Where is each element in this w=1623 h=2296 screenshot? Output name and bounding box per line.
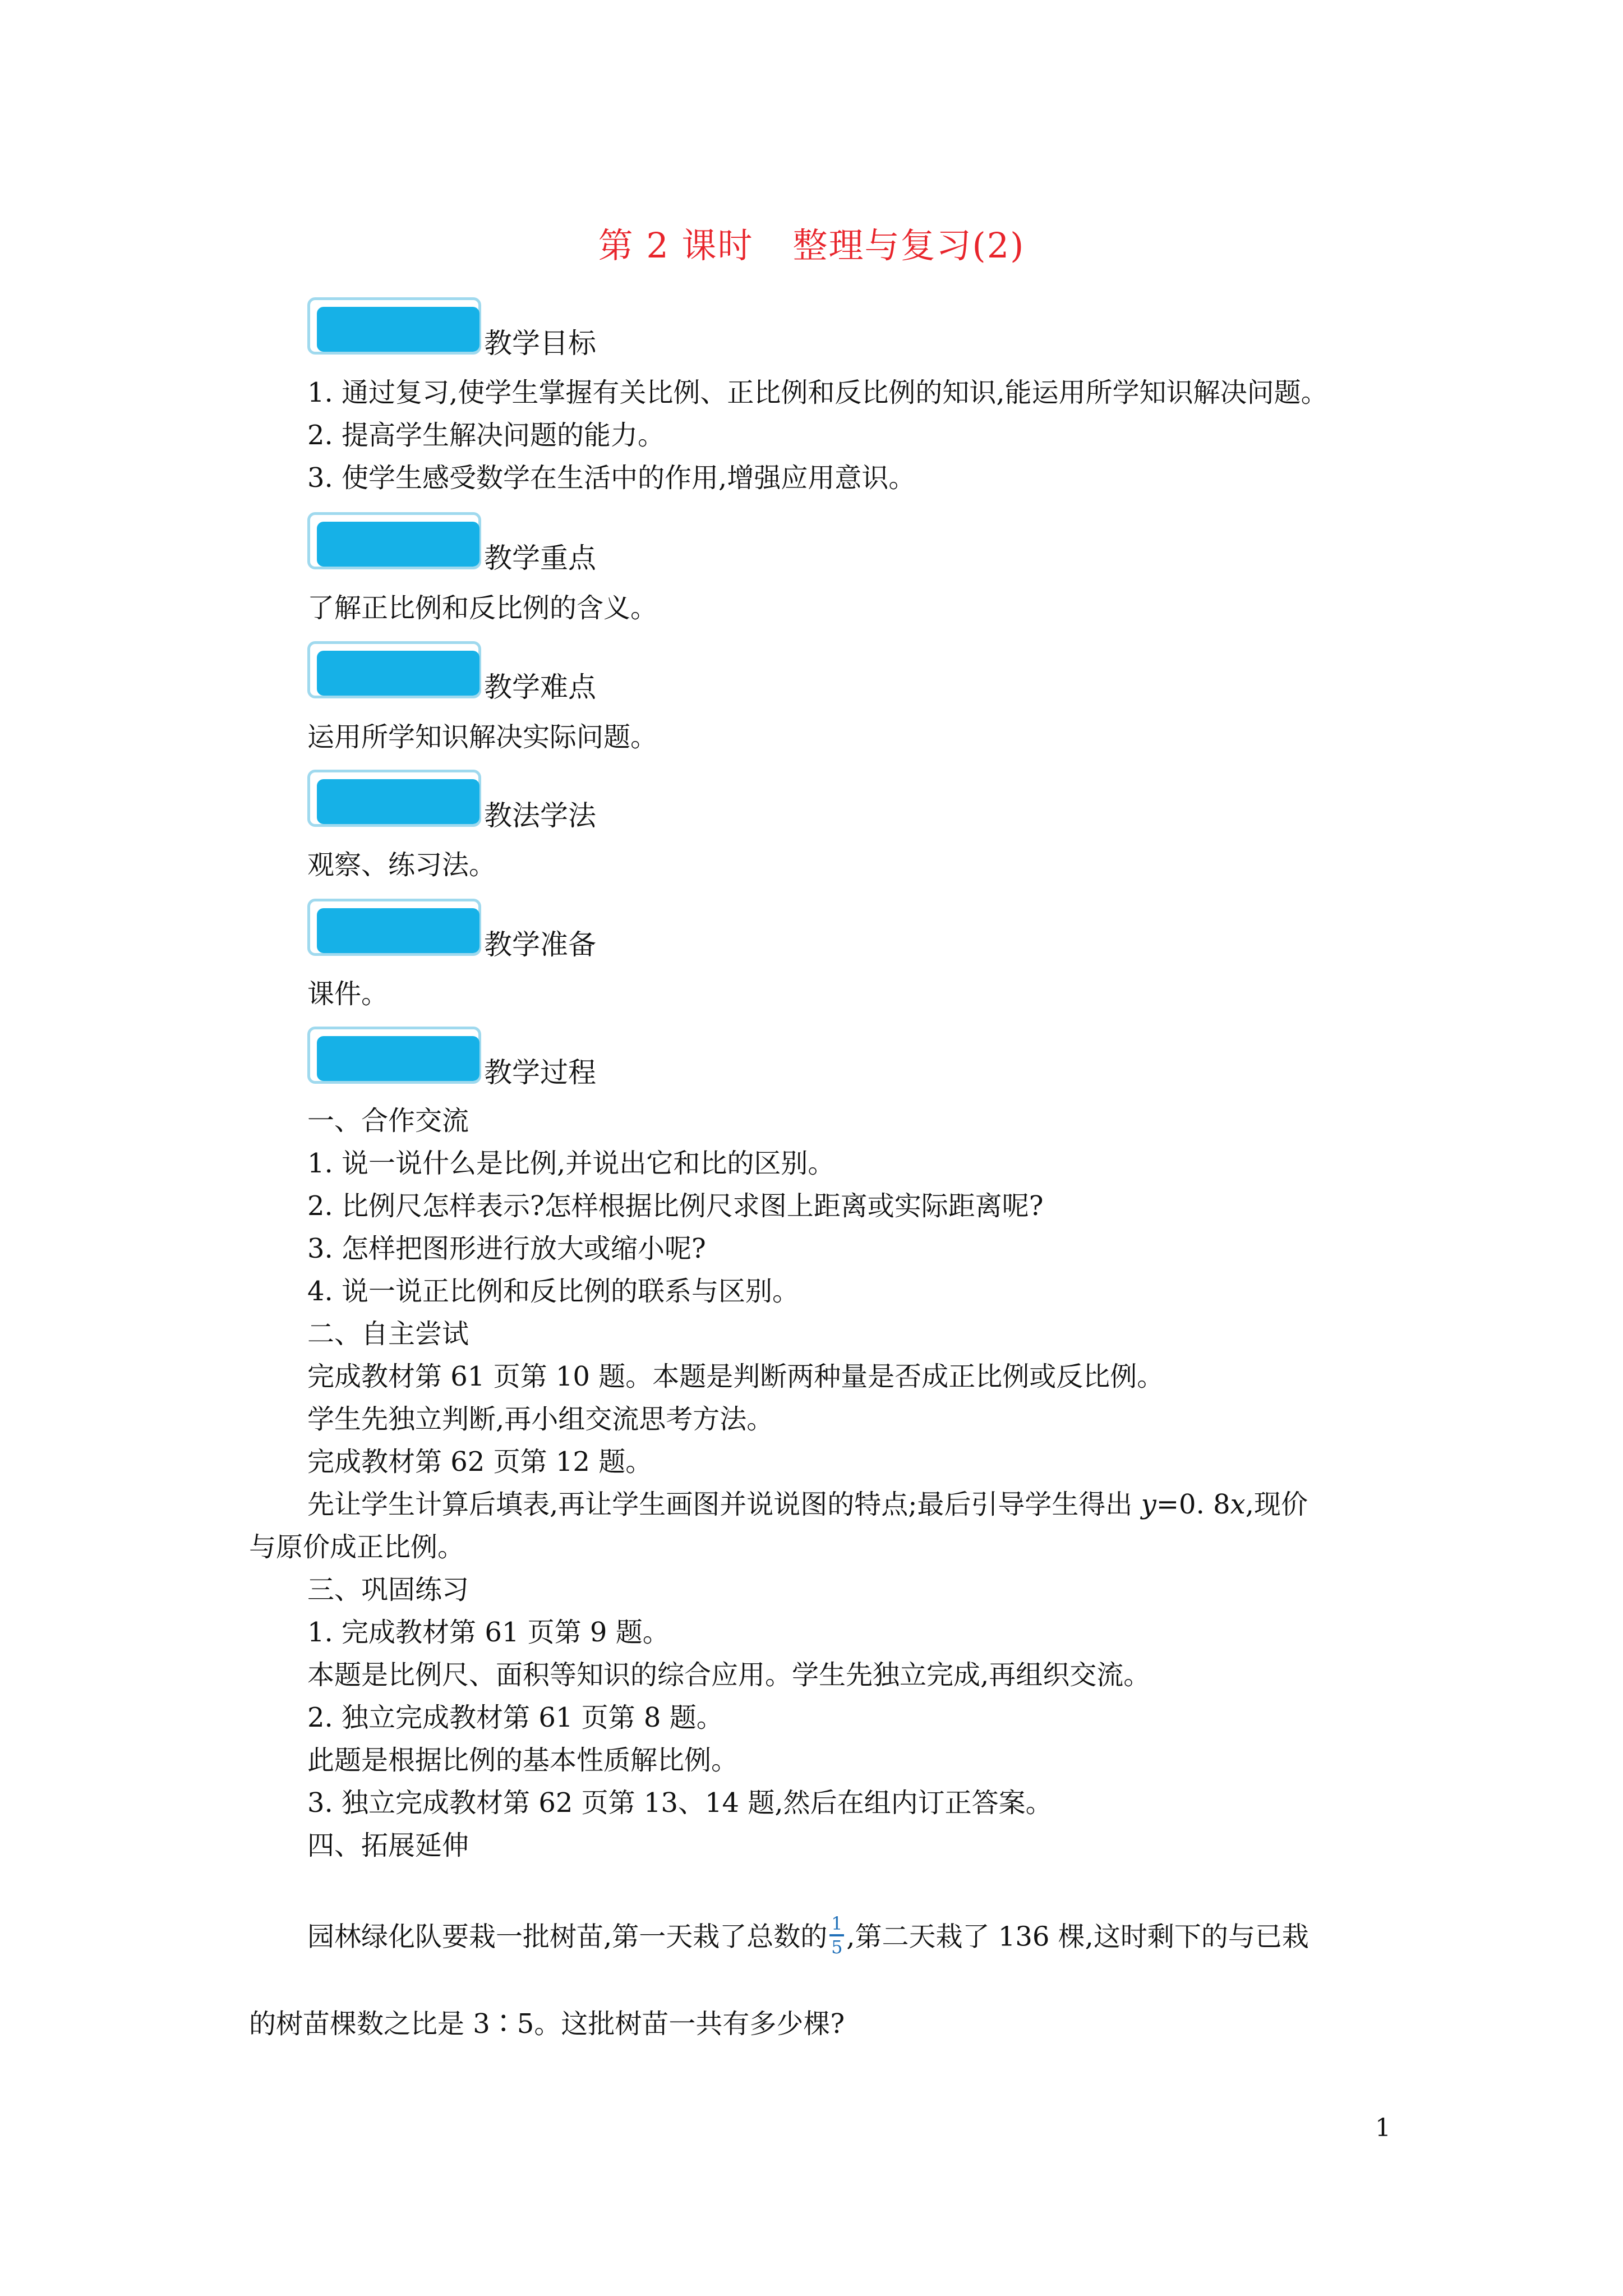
process-part-title: 二、自主尝试 [307, 1318, 469, 1350]
formula-y: y [1141, 1489, 1156, 1520]
section-label: 教学难点 [484, 671, 596, 703]
process-line: 学生先独立判断,再小组交流思考方法。 [307, 1404, 774, 1435]
problem-text: 园林绿化队要栽一批树苗,第一天栽了总数的 [307, 1921, 828, 1953]
process-line: 2. 独立完成教材第 61 页第 8 题。 [307, 1702, 723, 1733]
goal-item: 2. 提高学生解决问题的能力。 [307, 420, 665, 451]
goal-item: 1. 通过复习,使学生掌握有关比例、正比例和反比例的知识,能运用所学知识解决问题。 [307, 377, 1328, 408]
paragraph-text: ,现价 [1245, 1489, 1308, 1520]
process-item: 4. 说一说正比例和反比例的联系与区别。 [307, 1276, 800, 1307]
extension-problem-continued: 的树苗棵数之比是 3∶5。这批树苗一共有多少棵? [249, 2008, 845, 2040]
page-number: 1 [1375, 2114, 1391, 2142]
fraction [829, 1914, 844, 1957]
section-label: 教学重点 [484, 542, 596, 574]
process-part-title: 一、合作交流 [307, 1105, 469, 1137]
section-tab-decoration [307, 770, 481, 827]
process-paragraph-continued: 与原价成正比例。 [249, 1531, 465, 1563]
page-title [0, 218, 1623, 268]
formula-mid: =0. 8 [1156, 1489, 1230, 1520]
section-label: 教学目标 [484, 327, 596, 360]
section-label: 教学过程 [484, 1056, 596, 1089]
extension-problem [307, 1913, 1309, 1960]
process-part-title: 四、拓展延伸 [307, 1830, 469, 1861]
problem-text: ,第二天栽了 136 棵,这时剩下的与已栽 [846, 1921, 1309, 1953]
process-item: 2. 比例尺怎样表示?怎样根据比例尺求图上距离或实际距离呢? [307, 1190, 1044, 1222]
title-main: 整理与复习(2) [792, 225, 1025, 266]
process-line: 3. 独立完成教材第 62 页第 13、14 题,然后在组内订正答案。 [307, 1787, 1053, 1819]
process-part-title: 三、巩固练习 [307, 1574, 469, 1605]
formula-x: x [1230, 1489, 1246, 1520]
process-line: 此题是根据比例的基本性质解比例。 [307, 1745, 739, 1776]
process-paragraph [307, 1488, 1308, 1521]
section-label: 教法学法 [484, 799, 596, 832]
preparation-text: 课件。 [307, 978, 389, 1010]
process-line: 完成教材第 62 页第 12 题。 [307, 1446, 653, 1478]
paragraph-text: 先让学生计算后填表,再让学生画图并说说图的特点;最后引导学生得出 [307, 1489, 1133, 1520]
process-item: 3. 怎样把图形进行放大或缩小呢? [307, 1233, 706, 1264]
fraction-numerator: 1 [831, 1913, 843, 1934]
process-line: 本题是比例尺、面积等知识的综合应用。学生先独立完成,再组织交流。 [307, 1659, 1151, 1691]
section-tab-decoration [307, 512, 481, 569]
key-point-text: 了解正比例和反比例的含义。 [307, 592, 658, 624]
title-prefix: 第 2 课时 [598, 225, 754, 266]
process-line: 完成教材第 61 页第 10 题。本题是判断两种量是否成正比例或反比例。 [307, 1361, 1164, 1392]
process-item: 1. 说一说什么是比例,并说出它和比的区别。 [307, 1148, 835, 1179]
process-line: 1. 完成教材第 61 页第 9 题。 [307, 1617, 670, 1648]
section-tab-decoration [307, 899, 481, 956]
section-tab-decoration [307, 641, 481, 698]
goal-item: 3. 使学生感受数学在生活中的作用,增强应用意识。 [307, 462, 916, 494]
methods-text: 观察、练习法。 [307, 849, 496, 881]
difficulty-text: 运用所学知识解决实际问题。 [307, 721, 658, 753]
section-label: 教学准备 [484, 928, 596, 961]
section-tab-decoration [307, 297, 481, 355]
fraction-denominator: 5 [831, 1936, 843, 1958]
section-tab-decoration [307, 1027, 481, 1084]
